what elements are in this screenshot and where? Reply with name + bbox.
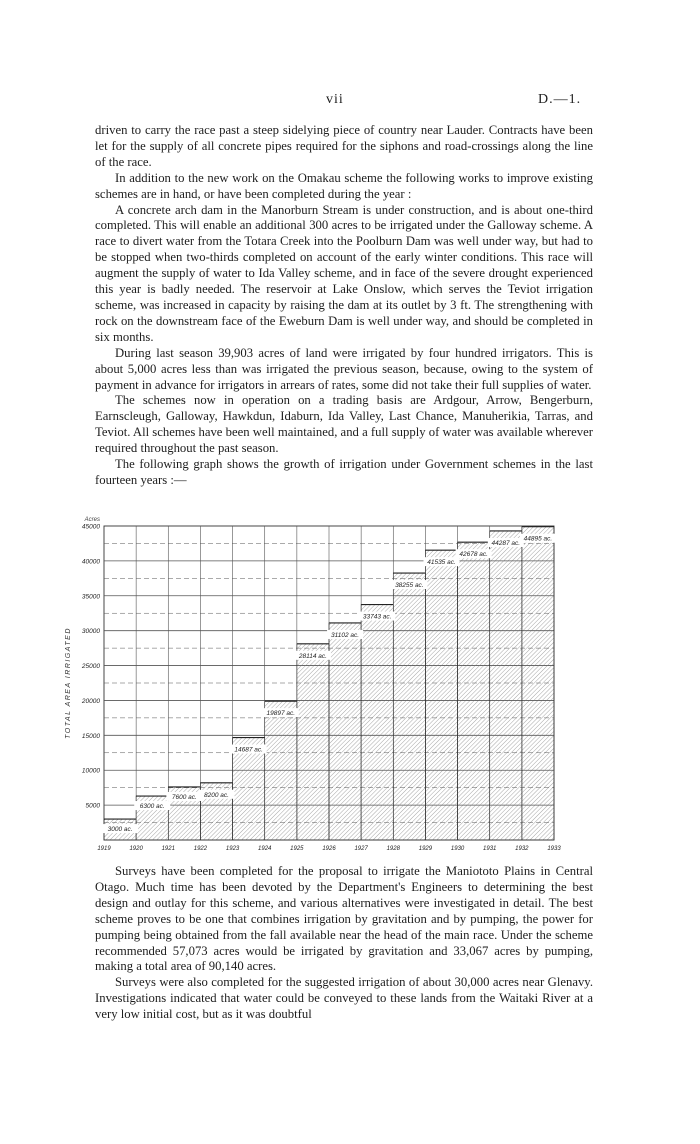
data-label: 28114 ac. [298, 652, 327, 660]
bar-1927-28 [361, 605, 393, 840]
data-label: 14687 ac. [234, 746, 263, 754]
body-text-top [95, 123, 593, 489]
x-tick-label: 1930 [450, 846, 465, 852]
data-label: 44287 ac. [491, 539, 521, 547]
data-label: 19897 ac. [266, 710, 296, 718]
x-tick-label: 1932 [515, 846, 529, 852]
data-label: 38255 ac. [395, 582, 424, 590]
data-label: 33743 ac. [362, 613, 392, 621]
x-tick-label: 1919 [97, 846, 111, 852]
data-label: 31102 ac. [331, 631, 360, 639]
data-label: 6300 ac. [139, 803, 165, 811]
y-tick-label: 25000 [81, 663, 100, 671]
x-tick-label: 1921 [161, 846, 175, 852]
data-label: 44895 ac. [523, 535, 553, 543]
y-tick-label: 15000 [81, 732, 100, 740]
bar-1926-27 [329, 623, 361, 840]
irrigation-growth-chart [60, 512, 620, 858]
y-unit-label: Acres [84, 517, 100, 523]
y-tick-label: 30000 [81, 628, 100, 636]
y-tick-label: 45000 [81, 523, 100, 531]
paragraph: In addition to the new work on the Omakau scheme the following works to improve existing schemes are in hand, or have been completed during the year : [95, 170, 593, 201]
y-tick-label: 20000 [81, 697, 100, 705]
data-label: 41535 ac. [427, 559, 456, 567]
bar-1929-30 [425, 550, 457, 840]
paragraph: A concrete arch dam in the Manorburn Stream is under construction, and is about one-third completed. This will enable an additional 300 acres to be irrigated under the Galloway scheme. A race to divert water from the Totara Creek into the Poolburn Dam was well under way, but had to be stopped when two-thirds completed on account of the early winter conditions. This race will augment the supply of water to Ida Valley scheme, and in face of the severe drought experienced this year is badly needed. The reservoir at Lake Onslow, which serves the Teviot irrigation scheme, was increased in capacity by raising the dam at its outlet by 3 ft. The strengthening with rock on the downstream face of the Eweburn Dam is well under way, and should be completed in six months. [95, 202, 593, 344]
data-label: 3000 ac. [107, 826, 133, 834]
paragraph: Surveys have been completed for the proposal to irrigate the Maniototo Plains in Central Otago. Much time has been devoted by the Department's Engineers to determining the best design and outlay for this scheme, and various alternatives were investigated in detail. The best scheme proves to be one that combines irrigation by gravitation and by pumping, the power for pumping being obtained from the fall available near the head of the main race. Under the scheme recommended 57,073 acres would be irrigated by gravitation and 33,067 acres by pumping, making a total area of 90,140 acres. [95, 864, 593, 974]
y-tick-label: 35000 [81, 593, 100, 601]
bar-1925-26 [297, 644, 329, 840]
data-label: 8200 ac. [204, 791, 229, 799]
paragraph: The schemes now in operation on a trading basis are Ardgour, Arrow, Bengerburn, Earnscleugh, Galloway, Hawkdun, Idaburn, Ida Valley, Last Chance, Manuherikia, Tarras, and Teviot. All schemes have been well maintained, and a full supply of water was available wherever required throughout the past season. [95, 393, 593, 456]
y-tick-label: 10000 [81, 767, 100, 775]
bar-1932-33 [522, 527, 554, 840]
document-reference: D.—1. [538, 92, 582, 107]
x-tick-label: 1929 [418, 846, 433, 852]
page-header [0, 92, 700, 112]
bar-1924-25 [265, 701, 297, 840]
paragraph: Surveys were also completed for the suggested irrigation of about 30,000 acres near Glenavy. Investigations indicated that water could be conveyed to these lands from the Waitaki River at a very low initial cost, but as it was doubtful [95, 975, 593, 1022]
x-tick-label: 1933 [547, 846, 561, 852]
body-text-bottom [95, 864, 593, 1023]
bar-1931-32 [490, 531, 522, 840]
x-tick-label: 1926 [322, 846, 336, 852]
x-tick-label: 1928 [386, 846, 400, 852]
x-tick-label: 1931 [483, 846, 497, 852]
x-tick-label: 1927 [354, 846, 368, 852]
x-tick-label: 1925 [290, 846, 304, 852]
paragraph: During last season 39,903 acres of land were irrigated by four hundred irrigators. This is about 5,000 acres less than was irrigated the previous season, because, owing to the system of payment in advance for irrigators in arrears of rates, some did not take their full supplies of water. [95, 345, 593, 392]
y-axis-title: TOTAL AREA IRRIGATED [65, 627, 72, 739]
y-tick-label: 5000 [85, 802, 100, 810]
x-tick-label: 1923 [225, 846, 240, 852]
bar-1928-29 [393, 573, 425, 840]
paragraph: driven to carry the race past a steep sidelying piece of country near Lauder. Contracts have been let for the supply of all concrete pipes required for the siphons and road-crossings along the line of the race. [95, 123, 593, 169]
bar-1930-31 [458, 542, 490, 840]
x-tick-label: 1922 [193, 846, 208, 852]
x-tick-label: 1920 [129, 846, 143, 852]
x-tick-label: 1924 [258, 846, 272, 852]
y-tick-label: 40000 [81, 558, 100, 566]
data-label: 42678 ac. [459, 551, 488, 559]
paragraph: The following graph shows the growth of irrigation under Government schemes in the last fourteen years :— [95, 457, 593, 487]
page-number: vii [326, 92, 344, 107]
data-label: 7600 ac. [171, 793, 197, 801]
